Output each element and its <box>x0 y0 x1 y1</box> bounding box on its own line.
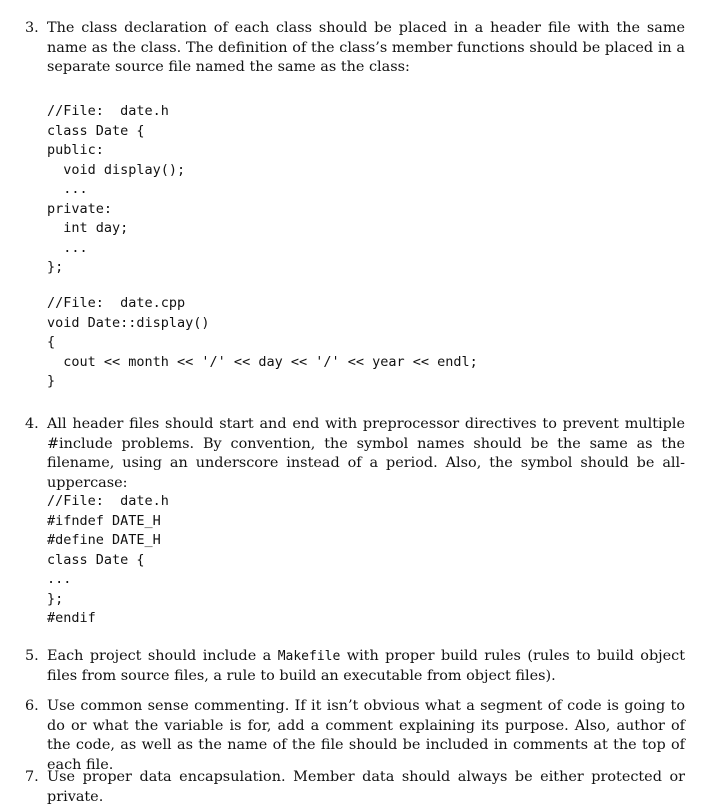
item-number: 6. <box>25 698 39 714</box>
code-line: #endif <box>47 610 96 626</box>
code-line: cout << month << '/' << day << '/' << year << endl; <box>47 353 478 370</box>
list-item-7 <box>25 768 685 807</box>
code-line: //File: date.h <box>47 103 169 119</box>
item-number: 7. <box>25 769 39 785</box>
item-number: 4. <box>25 416 39 432</box>
item-text: Use common sense commenting. If it isn’t obvious what a segment of code is going to do or what the variable is for, add a comment explaining its purpose. Also, author of the code, as well as the name of the file should be included in comments at the top of each file. <box>47 698 685 773</box>
code-line: public: <box>47 142 104 158</box>
code-line: #ifndef DATE_H <box>47 512 161 529</box>
item-text: All header files should start and end with preprocessor directives to prevent multiple #include problems. By convention, the symbol names should be the same as the filename, using an underscore instead of a period. Also, the symbol should be all-uppercase: <box>47 416 685 491</box>
code-line: }; <box>47 590 64 607</box>
item-number: 3. <box>25 20 39 36</box>
list-item-5 <box>25 647 685 686</box>
code-line: { <box>47 334 56 350</box>
code-line: class Date { <box>47 551 145 568</box>
code-line: int day; <box>47 220 129 236</box>
code-block-date-h <box>47 102 185 278</box>
code-line: ... <box>47 239 88 256</box>
code-line: //File: date.h <box>47 493 169 509</box>
code-line: } <box>47 373 56 389</box>
list-item-6 <box>25 697 685 775</box>
code-line: #define DATE_H <box>47 532 161 548</box>
list-item-3 <box>25 19 685 78</box>
code-line: ... <box>47 571 72 587</box>
code-line: class Date { <box>47 122 145 139</box>
makefile-code-word: Makefile <box>277 649 341 664</box>
code-block-date-cpp <box>47 294 478 392</box>
item-text: The class declaration of each class should be placed in a header file with the same name as the class. The definition of the class’s member functions should be placed in a separate source file named the same as the class: <box>47 20 685 75</box>
item-text: Each project should include a Makefile with proper build rules (rules to build object files from source files, a rule to build an executable from object files). <box>47 648 685 684</box>
code-line: void Date::display() <box>47 314 210 331</box>
code-line: private: <box>47 200 113 217</box>
code-block-include-guard <box>47 492 169 629</box>
list-item-4 <box>25 415 685 493</box>
code-line: ... <box>47 181 88 197</box>
code-line: }; <box>47 259 64 275</box>
item-text: Use proper data encapsulation. Member data should always be either protected or private. <box>47 769 685 805</box>
code-line: //File: date.cpp <box>47 295 186 311</box>
item-number: 5. <box>25 648 39 664</box>
code-line: void display(); <box>47 161 186 178</box>
